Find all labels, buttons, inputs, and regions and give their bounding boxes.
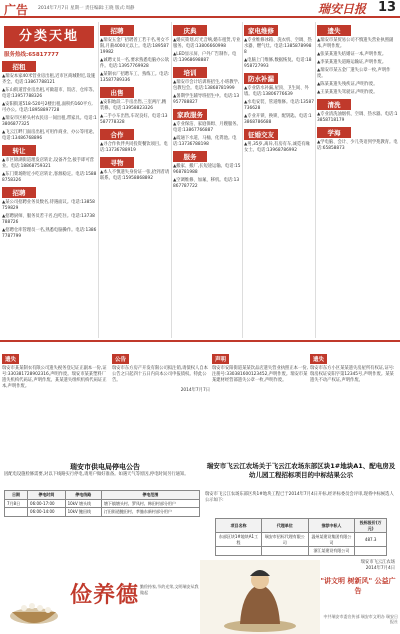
notice-tag: 遗失 [310, 354, 327, 364]
table-row [216, 547, 387, 556]
classified-ad: ▲东门菜场附近小吃店转让,客源稳定。电话:15888758326 [2, 172, 97, 183]
notice-a [2, 346, 110, 393]
table-cell [355, 547, 387, 556]
classified-ad: ▲二手小车出售,车况良好。电话:13587778328 [100, 114, 168, 125]
classified-ad: ▲某公司招聘业务员数名,待遇面议。电话:13858759829 [2, 200, 95, 211]
classified-ad: ▲水电安装、管道维修。电话:13587736628 [244, 100, 314, 111]
table-cell: 浙江某建设有限公司 [308, 547, 355, 556]
classified-ad: ▲专业保洁、家庭保姆、月嫂服务。电话:13867766887 [173, 122, 241, 133]
column-3-content [173, 25, 241, 190]
table-header: 日期 [5, 491, 28, 500]
notice-signature: 2014年7月7日 [180, 388, 210, 393]
table-cell: 06:00-17:00 [28, 499, 66, 508]
category-header: 清洗 [317, 99, 351, 110]
power-notice-title: 瑞安市供电局停电公告 [70, 463, 140, 471]
table-cell: 7月8日 [5, 499, 28, 508]
classified-ad: ▲招聘仓库管理员一名,熟悉电脑操作。电话:13867787799 [2, 228, 97, 239]
category-header: 招租 [2, 61, 36, 72]
notice-tag: 遗失 [2, 354, 19, 364]
figurine-illustration [200, 560, 320, 634]
table-row [5, 499, 200, 508]
table-header: 代理单位 [261, 519, 308, 533]
classified-ad: ▲专业维修冰箱、洗衣机、空调、热水器、燃气灶。电话:13858789988 [244, 38, 312, 55]
classified-ad: ▲专业防水补漏,屋顶、卫生间、外墙。电话:13806776639 [244, 86, 309, 97]
table-cell [261, 547, 308, 556]
classified-ad: ▲飞云江畔门面房出租,可用作商业、办公等用途。电话:13486768896 [2, 130, 97, 141]
classified-ad: ▲安阳地段二手房出售,三室两厅,精装修。电话:13958823326 [100, 100, 167, 111]
table-cell: 汀田街道鲍田村、莘塍东新村部分用户 [101, 508, 199, 517]
classified-ad: ▲瑞安本家40米营业房出租,近市区商城附近,设施齐全。电话:13867788121 [2, 74, 96, 85]
category-header: 遗失 [317, 25, 351, 36]
frugality-ad-title: 俭养德 [70, 582, 140, 608]
table-header: 停电线路 [65, 491, 101, 500]
category-header: 防水补漏 [244, 73, 278, 84]
classified-ad: ▲男,35岁,离异,有房有车,诚觅有缘女士。电话:13968786992 [244, 142, 310, 153]
power-outage-table [4, 490, 200, 517]
column-4-content [244, 25, 314, 154]
classified-ad: ▲LED显示屏、户外广告制作。电话:13968698887 [173, 52, 237, 63]
table-header: 停电时间 [28, 491, 66, 500]
notice-text: 瑞安市某某制衣有限公司遗失税务登记证正副本一份,证号:330381728902316,声明作废。瑞安市某某塑料厂遗失机构代码证,声明作废。某某遗失组织机构代码证正本,声明作废。 [2, 366, 107, 389]
column-2-content [100, 25, 170, 182]
classified-ad: ▲搬家、搬厂,长短途运输。电话:15968781988 [173, 164, 241, 175]
classified-ad: ▲瑞安五金厂招聘普工若干名,男女不限,月薪4000元以上。电话:18958719982 [100, 38, 170, 55]
category-header: 家电维修 [244, 25, 278, 36]
table-cell: 东部区块1#地块A1工程 [216, 533, 262, 547]
classified-ad: ▲婚庆策划,灯光音响,婚车租赁,专业服务。电话:13806660998 [173, 38, 241, 49]
classified-ad: ▲空调维修、加氟、移机。电话:13867787722 [173, 178, 240, 189]
civility-slogan: "讲文明 树新风" 公益广告 [320, 577, 396, 595]
table-row [5, 508, 200, 517]
column-5-content [317, 25, 398, 152]
classified-column-2 [100, 22, 170, 338]
classified-column-4 [244, 22, 314, 338]
table-cell: 10kV 鲍田线 [65, 508, 101, 517]
notice-text: 瑞安市安阳街道某某饮品店遗失营业执照正本一份,注册号:330381600123452,声明作废。瑞安市某某建材经营部遗失公章一枚,声明作废。 [212, 366, 308, 383]
table-header: 停电范围 [101, 491, 199, 500]
classified-ad: ▲诚聘文员一名,要求熟悉电脑办公软件。电话:13957769928 [100, 58, 170, 69]
table-cell: 10kV 塘头线 [65, 499, 101, 508]
power-notice-intro: 因配电设施检修需要,对以下线路实行停电,请用户做好准备。如遇天气等原因,停电时间另行通知。 [4, 472, 189, 477]
frugality-ad-text: 勤俭持家,节约光荣,文明瑞安从我做起 [140, 584, 199, 595]
column-divider [98, 22, 99, 338]
bid-sign-org: 瑞安市飞云江农场 [360, 560, 395, 565]
classified-ad: ▲瑞安市某五金厂遗失公章一枚,声明作废。 [317, 68, 391, 79]
bid-result-table [215, 518, 387, 556]
classified-ad: ▲瑞安市区桥头村农民房一间出租,带家具。电话:13806877325 [2, 116, 97, 127]
table-cell: 487.3 [355, 533, 387, 547]
category-header: 转让 [2, 145, 36, 156]
category-header: 培训 [173, 67, 207, 78]
newspaper-logo: 瑞安日报 [318, 2, 367, 16]
bid-notice-title: 瑞安市飞云江农场关于飞云江农场东部区块1#地块A1、配电房及幼儿园工程招标项目的中标结果公示 [206, 462, 396, 479]
classified-ad: ▲东山街道营业房出租,可做超市、饭店、仓库等。电话:13957788326 [2, 88, 97, 99]
table-cell: 06:00-14:00 [28, 508, 66, 517]
category-header: 招聘 [100, 25, 134, 36]
table-cell [216, 547, 262, 556]
category-header: 学海 [317, 127, 351, 138]
classified-ad: ▲本人不慎遗失身份证一张,拾到者请联系。电话:15958868892 [100, 170, 170, 181]
table-header: 项目名称 [216, 519, 262, 533]
column-1-content [2, 61, 97, 240]
ad-sponsor: 中共瑞安市委宣传部 瑞安市文明办 瑞安日报社 [323, 614, 398, 624]
classified-ad: ▲专业开锁、换锁、配钥匙。电话:13868786688 [244, 114, 312, 125]
bid-sign-date: 2014年7月4日 [365, 566, 395, 571]
category-header: 家政服务 [173, 109, 207, 120]
classified-ad: ▲寻合作伙伴共同投资餐饮项目。电话:13736788919 [100, 142, 168, 153]
table-header: 推荐中标人 [308, 519, 355, 533]
notice-c [212, 346, 308, 387]
classified-column-1 [2, 22, 97, 338]
classified-ad: ▲张某某遗失结婚证一本,声明作废。 [317, 52, 387, 57]
category-header: 寻物 [100, 157, 134, 168]
table-cell: 瑞安市招标代理有限公司 [261, 533, 308, 547]
table-cell [5, 508, 28, 517]
category-header: 庆典 [173, 25, 207, 36]
table-cell: 塘下镇塘头村、罗凤村、韩田村部分用户 [101, 499, 199, 508]
classified-ad: ▲暑期学生辅导班招生中。电话:13957788827 [173, 94, 240, 105]
classified-ad: ▲招聘厨师、服务员若干名,包吃住。电话:13738788726 [2, 214, 95, 225]
bowl-illustration [4, 572, 64, 632]
classified-brand: 分类天地 [4, 26, 94, 48]
category-header: 招聘 [2, 187, 36, 198]
notice-b [112, 346, 210, 393]
table-cell: 温州某建设集团有限公司 [308, 533, 355, 547]
column-divider [315, 22, 316, 338]
column-divider [242, 22, 243, 338]
classified-ad: ▲瑞安市某贸易公司不慎遗失营业执照副本,声明作废。 [317, 38, 394, 49]
column-divider [171, 22, 172, 338]
classified-ad: ▲陈某某遗失残疾证,声明作废。 [317, 82, 378, 87]
section-label: 广告 [4, 3, 29, 17]
classified-column-3 [173, 22, 241, 338]
classified-ad: ▲李某某遗失道路运输证,声明作废。 [317, 60, 387, 65]
bid-notice-intro: 瑞安市飞云江农场东部区块1#地块工程已于2014年7月4日开标,经评标委员会评审,现将中标候选人公示如下: [205, 492, 394, 503]
category-header: 出售 [100, 87, 134, 98]
classified-ad: ▲电脑上门维修,数据恢复。电话:18958727993 [244, 58, 312, 69]
notice-band [0, 340, 400, 460]
classified-ad: ▲王某某遗失驾驶证,声明作废。 [317, 90, 378, 95]
notice-text: 瑞安市东方小区某某遗失房屋所有权证,证号:瑞房权证安阳字第12345号,声明作废。某某遗失不动产权证,声明作废。 [310, 366, 395, 383]
page-number: 13 [378, 0, 397, 15]
table-row [216, 533, 387, 547]
classified-ad: ▲某制衣厂招聘车工、熟练工。电话:13587789336 [100, 72, 170, 83]
hotline: 服务热线:65817777 [4, 52, 59, 58]
classified-ad: ▲学电脑、会计、少儿英语到学苑教育。电话:65858873 [317, 140, 398, 151]
classified-ad: ▲安阳街道518-520号2楼出租,面积约160平方,可办公。电话:18958897728 [2, 102, 93, 113]
category-header: 合作 [100, 129, 134, 140]
classified-ad: ▲瑞安市会计培训班招生,小班教学,包教包会。电话:13868781999 [173, 80, 240, 91]
classified-column-5 [317, 22, 398, 338]
notice-tag: 声明 [212, 354, 229, 364]
classified-ad: ▲市区锦湖街道理发店转让,设备齐全,接手即可营业。电话:18868759321 [2, 158, 94, 169]
classified-ad: ▲疏通下水道、马桶、化粪池。电话:13736788198 [173, 136, 237, 147]
page-header [0, 0, 400, 18]
notice-tag: 公告 [112, 354, 129, 364]
category-header: 征婚交友 [244, 129, 278, 140]
notice-text: 瑞安市东方房产开发有限公司拟注销,请债权人自本公告之日起四十五日内向本公司申报债权。特此公告。 [112, 366, 208, 383]
table-header: 投标报价(万元) [355, 519, 387, 533]
notice-d [310, 346, 398, 387]
classified-ad: ▲专业清洗油烟机、空调、热水器。电话:13858718179 [317, 112, 398, 123]
date-line: 2014年7月7日 星期一 责任编辑:王晓 版式:周静 [38, 6, 135, 11]
category-header: 服务 [173, 151, 207, 162]
